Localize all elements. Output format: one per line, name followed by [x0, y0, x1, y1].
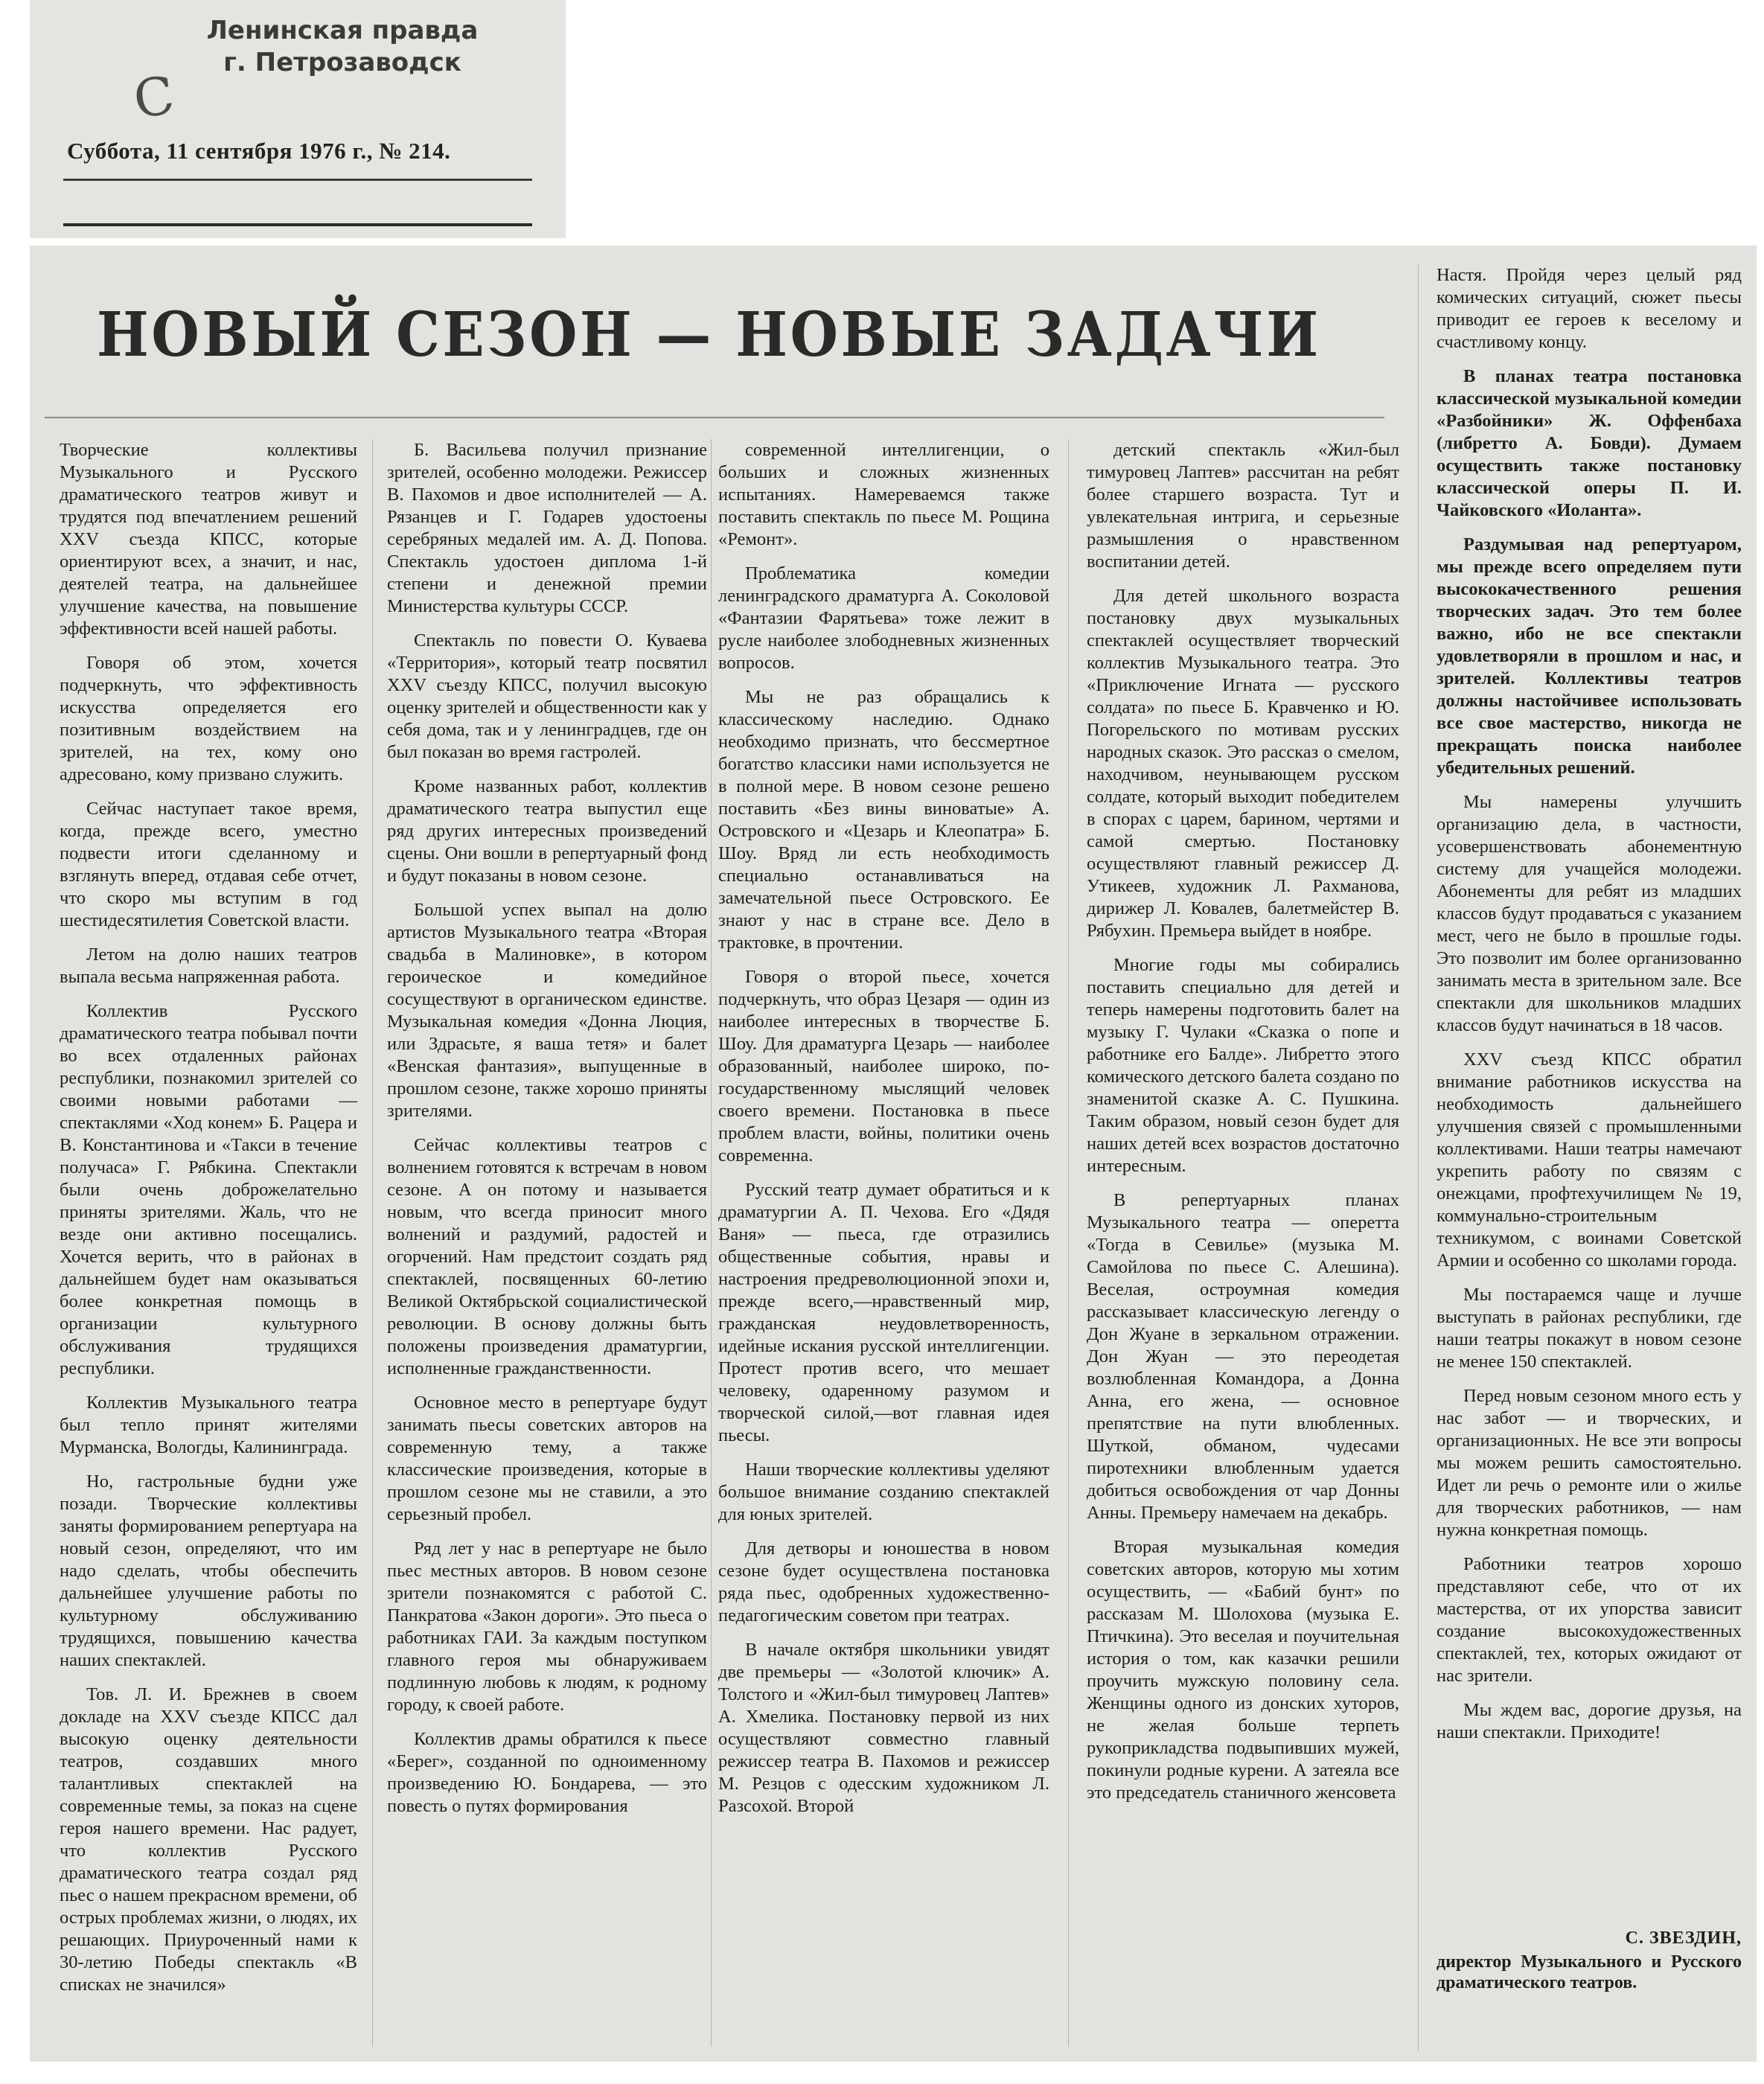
article-paragraph: детский спектакль «Жил-был тимуровец Лаптев» рассчитан на ребят более старшего возраста. Тут и увлекательная интрига, и серьезные размышления о нравственном воспитании детей. — [1087, 440, 1399, 572]
article-column-4 — [1087, 439, 1399, 2054]
article-paragraph: Наши творческие коллективы уделяют большое внимание созданию спектаклей для юных зрителей. — [718, 1460, 1049, 1524]
article-paragraph: Работники театров хорошо представляют себе, что от их мастерства, от их упорства зависит создание высокохудожественных спектаклей, тех, которых ожидают от нас зрители. — [1437, 1554, 1742, 1686]
article-paragraph: Мы ждем вас, дорогие друзья, на наши спектакли. Приходите! — [1437, 1700, 1742, 1742]
article-column-3 — [718, 439, 1049, 2047]
article-paragraph: Коллектив Музыкального театра был тепло принят жителями Мурманска, Вологды, Калининграда. — [60, 1393, 357, 1457]
article-column-5 — [1437, 264, 1742, 2028]
article-paragraph: Вторая музыкальная комедия советских авторов, которую мы хотим осуществить, — «Бабий бунт» по рассказам М. Шолохова (музыка Е. Птичкина). Это веселая и поучительная история о том, как казачки решили проучить мужскую половину села. Женщины одного из донских хуторов, не желая больше терпеть рукоприкладства подвыпивших мужей, покинули родные курени. А затеяла все это председатель станичного женсовета — [1087, 1537, 1399, 1803]
article-paragraph: Кроме названных работ, коллектив драматического театра выпустил еще ряд других интересных произведений сцены. Они вошли в репертуарный фонд и будут показаны в новом сезоне. — [387, 776, 707, 886]
stamp-city: г. Петрозаводск — [223, 47, 461, 77]
article-paragraph: Настя. Пройдя через целый ряд комических ситуаций, сюжет пьесы приводит ее героев к веселому и счастливому концу. — [1437, 265, 1742, 352]
article-column-1 — [60, 439, 357, 2047]
column-divider — [711, 439, 712, 2047]
newspaper-stamp — [186, 15, 499, 78]
article-paragraph: Проблематика комедии ленинградского драматурга А. Соколовой «Фантазии Фарятьева» тоже лежит в русле наиболее злободневных жизненных вопросов. — [718, 563, 1049, 673]
article-paragraph: Для детворы и юношества в новом сезоне будет осуществлена постановка ряда пьес, одобренных художественно-педагогическим советом при театрах. — [718, 1538, 1049, 1626]
article-paragraph: Мы не раз обращались к классическому наследию. Однако необходимо признать, что бессмертное богатство классики нами используется не в полной мере. В новом сезоне решено поставить «Без вины виноватые» А. Островского и «Цезарь и Клеопатра» Б. Шоу. Вряд ли есть необходимость специально останавливаться на замечательной пьесе Островского. Ее знают у нас в стране все. Дело в трактовке, в прочтении. — [718, 687, 1049, 953]
article-paragraph: В планах театра постановка классической музыкальной комедии «Разбойники» Ж. Оффенбаха (либретто А. Бовди). Думаем осуществить также постановку классической оперы П. И. Чайковского «Иоланта». — [1437, 366, 1742, 520]
stamp-newspaper-name: Ленинская правда — [206, 16, 479, 45]
article-headline: НОВЫЙ СЕЗОН — НОВЫЕ ЗАДАЧИ — [97, 299, 1321, 371]
header-rule-bottom — [63, 223, 532, 226]
article-paragraph: Мы намерены улучшить организацию дела, в частности, усовершенствовать абонементную систему для учащейся молодежи. Абонементы для ребят из младших классов будут продаваться с указанием мест, чего не было в прошлые годы. Это позволит им более организованно занимать места в зрительном зале. Все спектакли для школьников младших классов будут начинаться в 18 часов. — [1437, 792, 1742, 1035]
column-divider — [372, 439, 373, 2047]
author-title: директор Музыкального и Русского драматического театров. — [1437, 1952, 1742, 1992]
article-paragraph: Б. Васильева получил признание зрителей, особенно молодежи. Режиссер В. Пахомов и двое исполнителей — А. Рязанцев и Г. Годарев удостоены серебряных медалей им. А. Д. Попова. Спектакль удостоен диплома 1-й степени и денежной премии Министерства культуры СССР. — [387, 440, 707, 616]
article-paragraph: Русский театр думает обратиться и к драматургии А. П. Чехова. Его «Дядя Ваня» — пьеса, где отразились общественные события, нравы и настроения предреволюционной эпохи и, прежде всего,—нравственный мир, гражданская неудовлетворенность, идейные искания русской интеллигенции. Протест против всего, что мешает человеку, одаренному разумом и творческой силой,—вот главная идея пьесы. — [718, 1180, 1049, 1445]
article-paragraph: Коллектив драмы обратился к пьесе «Берег», созданной по одноименному произведению Ю. Бондарева, — это повесть о путях формирования — [387, 1729, 707, 1816]
headline-rule — [45, 417, 1384, 418]
issue-dateline: Суббота, 11 сентября 1976 г., № 214. — [67, 138, 451, 164]
article-paragraph: Большой успех выпал на долю артистов Музыкального театра «Вторая свадьба в Малиновке», в котором героическое и комедийное сосуществуют в органическом единстве. Музыкальная комедия «Донна Люция, или Здрасьте, я ваша тетя» и балет «Венская фантазия», выпущенные в прошлом сезоне, также хорошо приняты зрителями. — [387, 900, 707, 1121]
article-paragraph: Ряд лет у нас в репертуаре не было пьес местных авторов. В новом сезоне зрители познакомятся с работой С. Панкратова «Закон дороги». Это пьеса о работниках ГАИ. За каждым поступком главного героя мы обнаруживаем подлинную любовь к людям, к родному городу, к своей работе. — [387, 1538, 707, 1715]
article-paragraph: XXV съезд КПСС обратил внимание работников искусства на необходимость дальнейшего улучшения связей с промышленными коллективами. Наши театры намечают укрепить работу по связям с онежцами, профтехучилищем № 19, коммунально-строительным техникумом, с воинами Советской Армии и особенно со школами города. — [1437, 1049, 1742, 1270]
article-paragraph: Говоря об этом, хочется подчеркнуть, что эффективность искусства определяется его позитивным воздействием на зрителей, на тех, кому оно адресовано, кому призвано служить. — [60, 653, 357, 784]
article-paragraph: современной интеллигенции, о больших и сложных жизненных испытаниях. Намереваемся также поставить спектакль по пьесе М. Рощина «Ремонт». — [718, 440, 1049, 549]
author-name: С. ЗВЕЗДИН, — [1625, 1928, 1742, 1948]
article-paragraph: Сейчас наступает такое время, когда, прежде всего, уместно подвести итоги сделанному и взглянуть вперед, отдавая себе отчет, что скоро мы вступим в год шестидесятилетия Советской власти. — [60, 799, 357, 930]
column-divider — [1068, 439, 1069, 2047]
article-paragraph: Основное место в репертуаре будут занимать пьесы советских авторов на современную тему, а также классические произведения, которые в прошлом сезоне мы не ставили, а это серьезный пробел. — [387, 1393, 707, 1524]
article-paragraph: Тов. Л. И. Брежнев в своем докладе на XXV съезде КПСС дал высокую оценку деятельности театров, создавших много талантливых спектаклей на современные темы, за показ на сцене героя нашего времени. Нас радует, что коллектив Русского драматического театра создал ряд пьес о нашем прекрасном времени, об острых проблемах жизни, о людях, их решающих. Приуроченный нами к 30-летию Победы спектакль «В списках не значился» — [60, 1684, 357, 1995]
article-paragraph: Спектакль по повести О. Куваева «Территория», который театр посвятил XXV съезду КПСС, получил высокую оценку зрителей и общественности как у себя дома, так и у ленинградцев, где он был показан во время гастролей. — [387, 630, 707, 762]
article-paragraph: Для детей школьного возраста постановку двух музыкальных спектаклей осуществляет творческий коллектив Музыкального театра. Это «Приключение Игната — русского солдата» по пьесе Б. Кравченко и Ю. Погорельского по мотивам русских народных сказок. Это рассказ о смелом, находчивом, неунывающем русском солдате, который выходит победителем в спорах с царем, барином, чертями и самой смертью. Постановку осуществляют главный режиссер Д. Утикеев, художник Л. Рахманова, дирижер Л. Ковалев, балетмейстер В. Рябухин. Премьера выйдет в ноябре. — [1087, 586, 1399, 941]
article-paragraph: Перед новым сезоном много есть у нас забот — и творческих, и организационных. Не все эти вопросы мы можем решить самостоятельно. Идет ли речь о ремонте или о жилье для творческих работников, — нам нужна конкретная помощь. — [1437, 1386, 1742, 1540]
article-paragraph: Многие годы мы собирались поставить специально для детей и теперь намерены подготовить балет на музыку Г. Чулаки «Сказка о попе и работнике его Балде». Либретто этого комического детского балета создано по знаменитой сказке А. С. Пушкина. Таким образом, новый сезон будет для наших детей всех возрастов достаточно интересным. — [1087, 955, 1399, 1176]
column-divider — [1418, 264, 1419, 2051]
handwritten-mark: С — [130, 64, 179, 131]
article-paragraph: Раздумывая над репертуаром, мы прежде всего определяем пути высококачественного решения творческих задач. Это тем более важно, ибо не все спектакли удовлетворяли в прошлом и нас, и зрителей. Коллективы театров должны настойчивее использовать все свое мастерство, никогда не прекращать поиска наиболее убедительных решений. — [1437, 534, 1742, 778]
article-paragraph: Мы постараемся чаще и лучше выступать в районах республики, где наши театры покажут в новом сезоне не менее 150 спектаклей. — [1437, 1285, 1742, 1372]
article-paragraph: Творческие коллективы Музыкального и Русского драматического театров живут и трудятся под впечатлением решений XXV съезда КПСС, которые ориентируют всех, а значит, и нас, деятелей театра, на дальнейшее улучшение качества, на повышение эффективности всей нашей работы. — [60, 440, 357, 639]
article-column-2 — [387, 439, 707, 2047]
article-paragraph: Коллектив Русского драматического театра побывал почти во всех отдаленных районах республики, познакомил зрителей со своими новыми работами — спектаклями «Ход конем» Б. Рацера и В. Константинова и «Такси в течение получаса» Г. Рябкина. Спектакли были очень доброжелательно приняты зрителями. Жаль, что не везде они активно посещались. Хочется верить, что в районах в дальнейшем будет нам оказываться более конкретная помощь в организации культурного обслуживания трудящихся республики. — [60, 1001, 357, 1378]
article-paragraph: Сейчас коллективы театров с волнением готовятся к встречам в новом сезоне. А он потому и называется новым, что всегда приносит много волнений и раздумий, радостей и огорчений. Нам предстоит создать ряд спектаклей, посвященных 60-летию Великой Октябрьской социалистической революции. В основу должны быть положены произведения драматургии, исполненные гражданственности. — [387, 1135, 707, 1378]
header-rule-top — [63, 179, 532, 181]
article-signature — [1437, 1928, 1742, 1993]
article-paragraph: В репертуарных планах Музыкального театра — оперетта «Тогда в Севилье» (музыка М. Самойлова по пьесе С. Алешина). Веселая, остроумная комедия рассказывает классическую легенду о Дон Жуане в зеркальном отражении. Дон Жуан — это переодетая возлюбленная Командора, а Донна Анна, его жена, — основное препятствие на пути влюбленных. Шуткой, обманом, чудесами пиротехники влюбленным удается добиться освобождения от чар Донны Анны. Премьеру намечаем на декабрь. — [1087, 1190, 1399, 1523]
article-paragraph: Говоря о второй пьесе, хочется подчеркнуть, что образ Цезаря — один из наиболее интересных в творчестве Б. Шоу. Для драматурга Цезарь — наиболее образованный, наиболее широко, по-государственному мыслящий человек своего времени. Постановка в пьесе проблем власти, войны, политики очень современна. — [718, 967, 1049, 1166]
article-paragraph: Летом на долю наших театров выпала весьма напряженная работа. — [60, 944, 357, 987]
article-paragraph: В начале октября школьники увидят две премьеры — «Золотой ключик» А. Толстого и «Жил-был тимуровец Лаптев» А. Хмелика. Постановку первой из них осуществляют совместно главный режиссер театра В. Пахомов и режиссер М. Резцов с одесским художником Л. Разсохой. Второй — [718, 1640, 1049, 1816]
article-paragraph: Но, гастрольные будни уже позади. Творческие коллективы заняты формированием репертуара на новый сезон, определяют, что им надо сделать, чтобы обеспечить дальнейшее улучшение работы по культурному обслуживанию трудящихся, повышению качества наших спектаклей. — [60, 1471, 357, 1670]
